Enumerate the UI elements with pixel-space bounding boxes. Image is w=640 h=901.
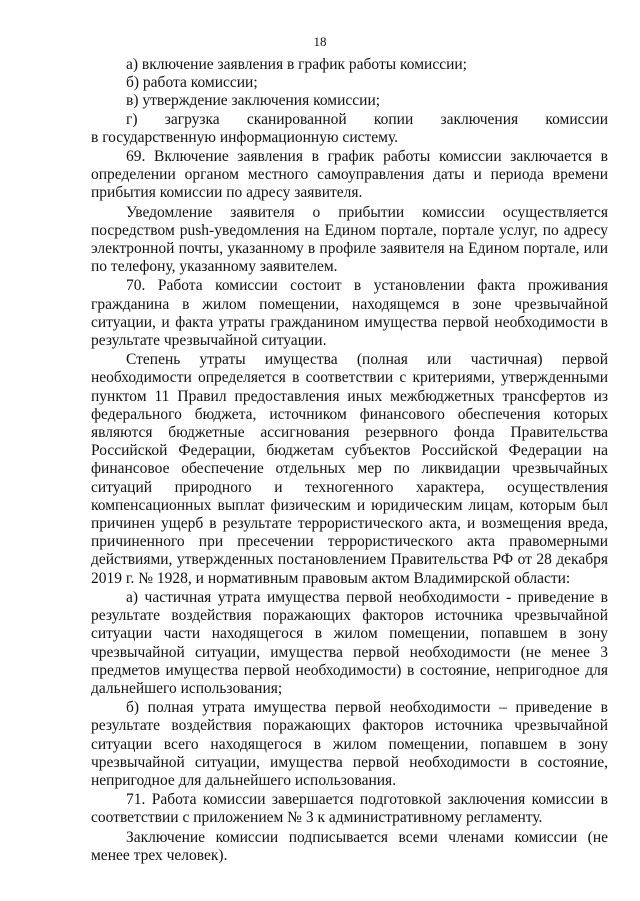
list-item-g-word: загрузка (164, 110, 220, 128)
list-item-g-word: г) (126, 110, 138, 128)
list-item-g-word: комиссии (545, 110, 608, 128)
paragraph-partial-loss: а) частичная утрата имущества первой необходимости - приведение в результате воздействия поражающих факторов источника чрезвычайной ситуации части находящегося в жилом помещении, попавшем в зону чрезвычайной ситуации, имущества первой необходимости (не менее 3 предметов имущества первой необходимости) в состояние, непригодное для дальнейшего использования; (91, 588, 608, 697)
list-item-b: б) работа комиссии; (126, 74, 258, 92)
paragraph-71: 71. Работа комиссии завершается подготовкой заключения комиссии в соответствии с приложением № 3 к административному регламенту. (91, 791, 608, 827)
paragraph-69: 69. Включение заявления в график работы комиссии заключается в определении органом местного самоуправления даты и периода времени прибытия комиссии по адресу заявителя. (91, 148, 608, 202)
list-item-g-word: копии (373, 110, 414, 128)
list-item-v: в) утверждение заключения комиссии; (126, 92, 381, 110)
list-item-a: а) включение заявления в график работы комиссии; (126, 56, 467, 73)
document-body (91, 56, 608, 865)
paragraph-signature: Заключение комиссии подписывается всеми членами комиссии (не менее трех человек). (91, 828, 608, 864)
page-number: 18 (313, 34, 327, 49)
list-item-g (91, 111, 608, 147)
list-item-g-continuation: в государственную информационную систему. (91, 128, 399, 146)
list-item-g-word: заключения (440, 110, 519, 128)
paragraph-notification: Уведомление заявителя о прибытии комиссии осуществляется посредством push-уведомления на Едином портале, портале услуг, по адресу электронной почты, указанному в профиле заявителя на Едином портале, или по телефону, указанному заявителем. (91, 203, 608, 276)
list-item-g-first-line (91, 111, 608, 129)
list-item-g-word: сканированной (246, 110, 347, 128)
paragraph-70: 70. Работа комиссии состоит в установлении факта проживания гражданина в жилом помещении, находящемся в зоне чрезвычайной ситуации, и факта утраты гражданином имущества первой необходимости в результате чрезвычайной ситуации. (91, 277, 608, 350)
paragraph-full-loss: б) полная утрата имущества первой необходимости – приведение в результате воздействия поражающих факторов источника чрезвычайной ситуации всего находящегося в жилом помещении, попавшем в зону чрезвычайной ситуации, имущества первой необходимости в состояние, непригодное для дальнейшего использования. (91, 699, 608, 789)
paragraph-loss-degree: Степень утраты имущества (полная или частичная) первой необходимости определяется в соответствии с критериями, утвержденными пунктом 11 Правил предоставления иных межбюджетных трансфертов из федерального бюджета, источником финансового обеспечения которых являются бюджетные ассигнования резервного фонда Правительства Российской Федерации, бюджетам субъектов Российской Федерации на финансовое обеспечение отдельных мер по ликвидации чрезвычайных ситуаций природного и техногенного характера, осуществления компенсационных выплат физическим и юридическим лицам, которым был причинен ущерб в результате террористического акта, и возмещения вреда, причиненного при пресечении террористического акта правомерными действиями, утвержденных постановлением Правительства РФ от 28 декабря 2019 г. № 1928, и нормативным правовым актом Владимирской области: (91, 351, 608, 587)
